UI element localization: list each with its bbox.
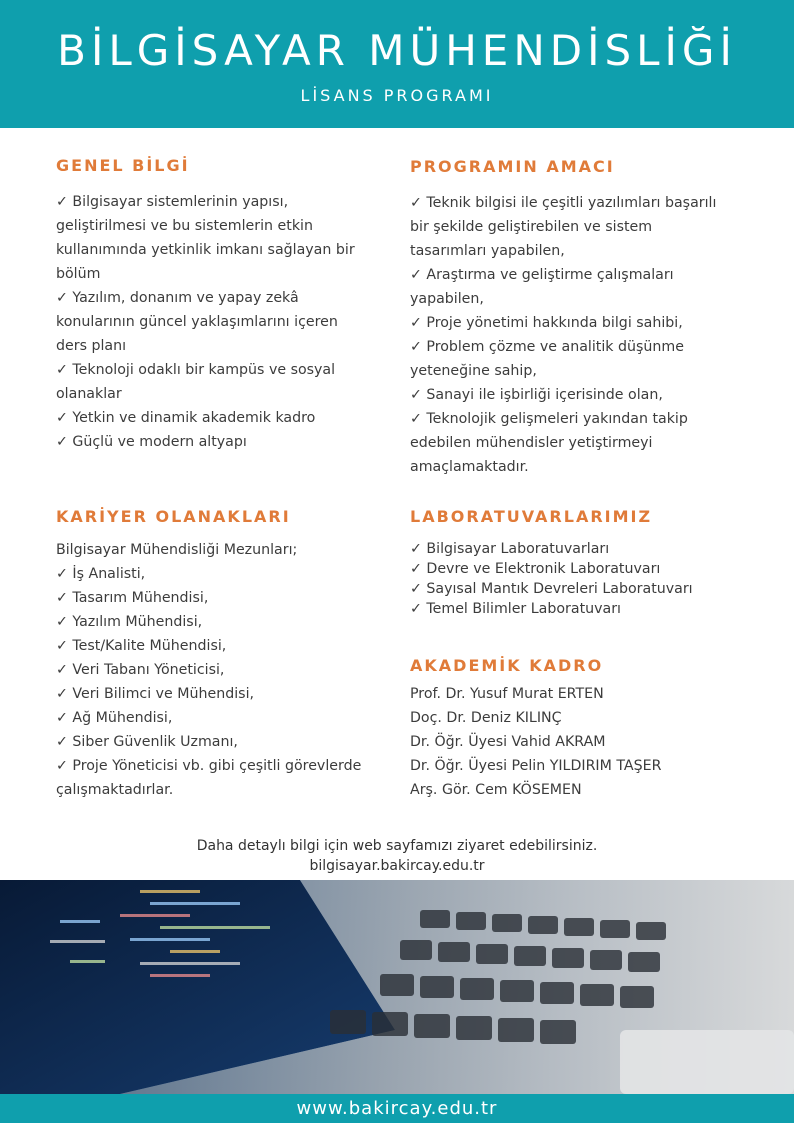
text-line: Prof. Dr. Yusuf Murat ERTEN bbox=[410, 686, 604, 702]
laptop-photo bbox=[0, 880, 794, 1094]
text-line: ✓ Teknolojik gelişmeleri yakından takip bbox=[410, 411, 688, 427]
section-genel-bilgi bbox=[56, 156, 386, 454]
text-line: ✓ Güçlü ve modern altyapı bbox=[56, 434, 247, 450]
text-line: Dr. Öğr. Üyesi Pelin YILDIRIM TAŞER bbox=[410, 758, 662, 774]
text-line: ✓ İş Analisti, bbox=[56, 566, 146, 582]
text-line: ✓ Veri Tabanı Yöneticisi, bbox=[56, 662, 225, 678]
text-line: ✓ Proje yönetimi hakkında bilgi sahibi, bbox=[410, 315, 683, 331]
page-title: BİLGİSAYAR MÜHENDİSLİĞİ bbox=[57, 26, 737, 75]
text-line: ✓ Araştırma ve geliştirme çalışmaları bbox=[410, 267, 674, 283]
section-title-genel-bilgi: GENEL BİLGİ bbox=[56, 156, 190, 175]
text-line: ✓ Devre ve Elektronik Laboratuvarı bbox=[410, 561, 661, 577]
page-subtitle: LİSANS PROGRAMI bbox=[300, 86, 494, 105]
footer-url-link[interactable]: bilgisayar.bakircay.edu.tr bbox=[309, 858, 485, 874]
text-line: yapabilen, bbox=[410, 291, 484, 307]
kariyer-text bbox=[56, 538, 386, 802]
section-title-laboratuvarlar: LABORATUVARLARIMIZ bbox=[410, 507, 653, 526]
text-line: Bilgisayar Mühendisliği Mezunları; bbox=[56, 542, 298, 558]
text-line: ✓ Sanayi ile işbirliği içerisinde olan, bbox=[410, 387, 663, 403]
section-programin-amaci bbox=[410, 157, 750, 479]
text-line: tasarımları yapabilen, bbox=[410, 243, 565, 259]
text-line: ✓ Temel Bilimler Laboratuvarı bbox=[410, 601, 622, 617]
section-akademik-kadro bbox=[410, 656, 750, 802]
text-line: ✓ Teknik bilgisi ile çeşitli yazılımları başarılı bbox=[410, 195, 717, 211]
text-line: ✓ Yazılım, donanım ve yapay zekâ bbox=[56, 290, 299, 306]
laboratuvarlar-text bbox=[410, 539, 750, 619]
text-line: ✓ Ağ Mühendisi, bbox=[56, 710, 173, 726]
footer-note bbox=[0, 836, 794, 876]
programin-amaci-text bbox=[410, 191, 750, 479]
text-line: ✓ Bilgisayar Laboratuvarları bbox=[410, 541, 610, 557]
text-line: ✓ Teknoloji odaklı bir kampüs ve sosyal bbox=[56, 362, 336, 378]
genel-bilgi-text bbox=[56, 190, 386, 454]
section-kariyer bbox=[56, 507, 386, 802]
footer-note-text: Daha detaylı bilgi için web sayfamızı ziyaret edebilirsiniz. bbox=[196, 838, 598, 854]
section-title-programin-amaci: PROGRAMIN AMACI bbox=[410, 157, 615, 176]
text-line: ✓ Veri Bilimci ve Mühendisi, bbox=[56, 686, 255, 702]
akademik-kadro-text bbox=[410, 682, 750, 802]
text-line: olanaklar bbox=[56, 386, 122, 402]
text-line: ✓ Bilgisayar sistemlerinin yapısı, bbox=[56, 194, 289, 210]
text-line: ✓ Sayısal Mantık Devreleri Laboratuvarı bbox=[410, 581, 693, 597]
text-line: geliştirilmesi ve bu sistemlerin etkin bbox=[56, 218, 313, 234]
text-line: bölüm bbox=[56, 266, 101, 282]
text-line: yeteneğine sahip, bbox=[410, 363, 537, 379]
section-title-akademik-kadro: AKADEMİK KADRO bbox=[410, 656, 604, 675]
text-line: bir şekilde geliştirebilen ve sistem bbox=[410, 219, 653, 235]
text-line: amaçlamaktadır. bbox=[410, 459, 529, 475]
text-line: ✓ Proje Yöneticisi vb. gibi çeşitli görevlerde bbox=[56, 758, 362, 774]
footer-website-bar bbox=[0, 1094, 794, 1123]
text-line: çalışmaktadırlar. bbox=[56, 782, 174, 798]
text-line: ✓ Siber Güvenlik Uzmanı, bbox=[56, 734, 238, 750]
laptop-illustration bbox=[0, 880, 794, 1094]
text-line: kullanımında yetkinlik imkanı sağlayan bir bbox=[56, 242, 355, 258]
text-line: Doç. Dr. Deniz KILINÇ bbox=[410, 710, 562, 726]
text-line: edebilen mühendisler yetiştirmeyi bbox=[410, 435, 653, 451]
header-banner bbox=[0, 0, 794, 128]
text-line: ✓ Yetkin ve dinamik akademik kadro bbox=[56, 410, 316, 426]
text-line: ✓ Yazılım Mühendisi, bbox=[56, 614, 203, 630]
text-line: ders planı bbox=[56, 338, 127, 354]
text-line: konularının güncel yaklaşımlarını içeren bbox=[56, 314, 338, 330]
section-title-kariyer: KARİYER OLANAKLARI bbox=[56, 507, 291, 526]
website-link[interactable]: www.bakircay.edu.tr bbox=[296, 1098, 498, 1119]
text-line: ✓ Tasarım Mühendisi, bbox=[56, 590, 209, 606]
text-line: ✓ Problem çözme ve analitik düşünme bbox=[410, 339, 684, 355]
section-laboratuvarlar bbox=[410, 507, 750, 619]
text-line: ✓ Test/Kalite Mühendisi, bbox=[56, 638, 227, 654]
text-line: Dr. Öğr. Üyesi Vahid AKRAM bbox=[410, 734, 606, 750]
text-line: Arş. Gör. Cem KÖSEMEN bbox=[410, 782, 582, 798]
